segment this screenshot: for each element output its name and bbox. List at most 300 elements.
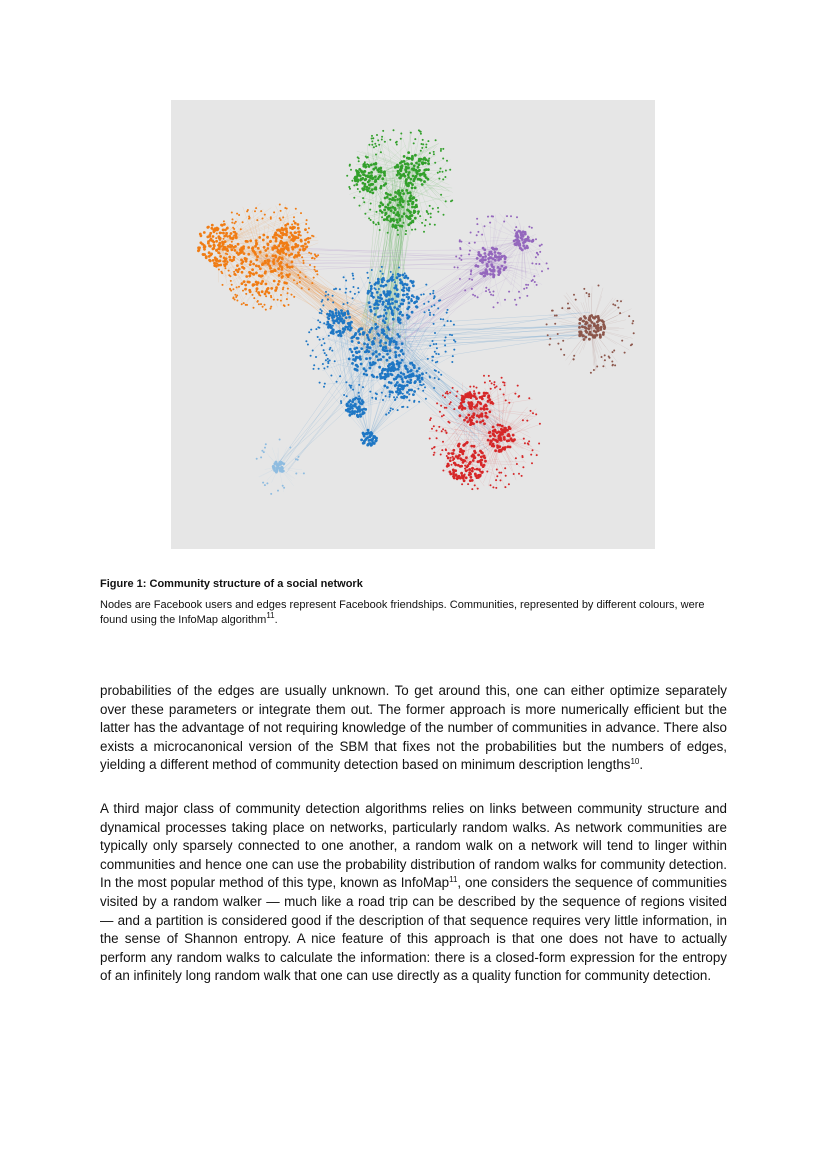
node xyxy=(389,194,392,197)
node xyxy=(291,294,293,296)
node xyxy=(493,291,495,293)
node xyxy=(620,300,622,302)
node xyxy=(389,342,392,345)
node xyxy=(466,441,469,444)
node xyxy=(212,259,215,262)
edge xyxy=(391,254,515,371)
node xyxy=(407,151,410,154)
node xyxy=(407,176,410,179)
node xyxy=(482,256,485,259)
node xyxy=(381,136,383,138)
node xyxy=(460,248,462,250)
node xyxy=(417,388,419,390)
node xyxy=(379,229,381,231)
node xyxy=(374,143,376,145)
node xyxy=(539,245,541,247)
node xyxy=(231,241,233,243)
node xyxy=(237,243,240,246)
caption-end: . xyxy=(274,614,278,626)
node xyxy=(376,291,379,294)
node xyxy=(484,225,486,227)
node xyxy=(367,156,369,158)
node xyxy=(264,214,266,216)
node xyxy=(461,397,464,400)
node xyxy=(434,332,436,334)
node xyxy=(345,292,347,294)
node xyxy=(377,316,380,319)
node xyxy=(379,174,382,177)
node xyxy=(499,271,502,274)
node xyxy=(434,377,436,379)
node xyxy=(459,241,461,243)
node xyxy=(462,450,465,453)
node xyxy=(504,486,506,488)
node xyxy=(414,206,417,209)
node xyxy=(402,200,405,203)
node xyxy=(392,211,395,214)
node xyxy=(352,275,354,277)
node xyxy=(446,160,448,162)
node xyxy=(223,263,226,266)
node xyxy=(474,295,476,297)
node xyxy=(273,262,276,265)
node xyxy=(392,313,395,316)
node xyxy=(462,459,465,462)
node xyxy=(345,280,347,282)
node xyxy=(476,387,478,389)
node xyxy=(413,164,416,167)
node xyxy=(256,289,258,291)
node xyxy=(396,276,399,279)
node xyxy=(451,464,453,466)
node xyxy=(422,143,424,145)
node xyxy=(206,236,209,239)
node xyxy=(299,271,301,273)
node xyxy=(409,199,412,202)
node xyxy=(477,460,480,463)
node xyxy=(446,391,448,393)
node xyxy=(314,266,316,268)
node xyxy=(471,288,473,290)
paragraph-text-b: , one considers the sequence of communities visited by a random walker — much like a road trip can be described by the sequence of regions visited — and a partition is considered good if the description of that sequence requires very little information, in the sense of Shannon entropy. A nice feature of this approach is that one does not have to actually perform any random walks to calculate the information: there is a closed-form expression for the entropy of an infinitely long random walk that one can use directly as a quality function for community detection. xyxy=(100,875,727,984)
node xyxy=(351,401,354,404)
node xyxy=(297,274,299,276)
node xyxy=(613,350,615,352)
node xyxy=(389,207,392,210)
node xyxy=(360,439,363,442)
node xyxy=(277,299,279,301)
node xyxy=(370,171,373,174)
node xyxy=(612,303,614,305)
node xyxy=(327,294,329,296)
node xyxy=(453,339,455,341)
node xyxy=(353,184,355,186)
node xyxy=(334,360,336,362)
node xyxy=(359,205,361,207)
node xyxy=(522,244,525,247)
node xyxy=(345,381,347,383)
node xyxy=(526,287,528,289)
node xyxy=(489,380,491,382)
node xyxy=(440,454,442,456)
node xyxy=(310,329,312,331)
node xyxy=(364,183,367,186)
node xyxy=(359,355,362,358)
node xyxy=(247,253,250,256)
node xyxy=(242,290,244,292)
node xyxy=(471,470,474,473)
node xyxy=(320,312,322,314)
node xyxy=(346,404,349,407)
node xyxy=(327,358,329,360)
node xyxy=(538,263,540,265)
node xyxy=(463,419,466,422)
node xyxy=(504,427,507,430)
node xyxy=(450,320,452,322)
node xyxy=(505,475,507,477)
node xyxy=(487,439,490,442)
node xyxy=(370,290,372,292)
node xyxy=(586,292,588,294)
node xyxy=(535,263,537,265)
node xyxy=(325,354,327,356)
node xyxy=(317,254,319,256)
node xyxy=(286,298,288,300)
node xyxy=(382,315,385,318)
node xyxy=(289,232,292,235)
node xyxy=(300,235,302,237)
node xyxy=(366,343,369,346)
node xyxy=(319,312,321,314)
node xyxy=(272,465,275,468)
node xyxy=(483,394,486,397)
node xyxy=(471,279,473,281)
node xyxy=(325,295,327,297)
node xyxy=(598,285,600,287)
node xyxy=(363,201,365,203)
node xyxy=(507,433,510,436)
node xyxy=(402,373,405,376)
node xyxy=(355,397,358,400)
node xyxy=(390,209,393,212)
node xyxy=(433,343,435,345)
node xyxy=(484,255,487,258)
node xyxy=(221,246,223,248)
node xyxy=(397,375,400,378)
node xyxy=(581,325,584,328)
node xyxy=(245,293,247,295)
node xyxy=(474,242,476,244)
node xyxy=(275,240,278,243)
node xyxy=(261,263,264,266)
node xyxy=(487,392,489,394)
node xyxy=(427,140,429,142)
node xyxy=(460,241,462,243)
node xyxy=(478,392,481,395)
paragraph-text-a: A third major class of community detection algorithms relies on links between community structure and dynamical processes taking place on networks, particularly random walks. As network communities are typically only sparsely connected to one another, a random walk on a network will tend to linger within communities and hence one can use the probability distribution of random walks for community detection. In the most popular method of this type, known as InfoMap xyxy=(100,801,727,891)
node xyxy=(498,472,500,474)
node xyxy=(530,454,532,456)
node xyxy=(402,299,405,302)
node xyxy=(265,443,267,445)
node xyxy=(243,252,246,255)
node xyxy=(474,468,476,470)
node xyxy=(438,178,440,180)
node xyxy=(265,254,268,257)
node xyxy=(310,355,312,357)
node xyxy=(382,130,384,132)
node xyxy=(489,291,491,293)
node xyxy=(236,264,239,267)
node xyxy=(197,249,200,252)
node xyxy=(333,288,335,290)
node xyxy=(358,410,361,413)
node xyxy=(392,274,394,276)
node xyxy=(414,186,417,189)
node xyxy=(199,233,202,236)
node xyxy=(365,357,368,360)
node xyxy=(579,333,582,336)
node xyxy=(425,176,428,179)
node xyxy=(405,275,408,278)
node xyxy=(388,298,391,301)
node xyxy=(274,462,277,465)
caption-citation: 11 xyxy=(266,611,275,620)
node xyxy=(368,439,371,442)
node xyxy=(414,217,417,220)
node xyxy=(385,317,388,320)
node xyxy=(264,293,267,296)
node xyxy=(207,226,210,229)
node xyxy=(468,253,470,255)
node xyxy=(451,361,453,363)
node xyxy=(382,273,384,275)
node xyxy=(200,241,203,244)
node xyxy=(514,299,516,301)
node xyxy=(358,407,361,410)
node xyxy=(317,319,319,321)
node xyxy=(339,315,342,318)
node xyxy=(468,403,471,406)
node xyxy=(350,385,352,387)
node xyxy=(280,248,283,251)
node xyxy=(616,300,618,302)
node xyxy=(597,326,600,329)
node xyxy=(413,366,416,369)
node xyxy=(220,237,222,239)
node xyxy=(380,151,382,153)
node xyxy=(247,246,250,249)
node xyxy=(383,385,386,388)
node xyxy=(405,178,408,181)
node xyxy=(299,249,302,252)
node xyxy=(391,278,393,280)
node xyxy=(451,334,453,336)
node xyxy=(229,259,232,262)
node xyxy=(423,303,425,305)
node xyxy=(397,385,400,388)
node xyxy=(435,343,437,345)
node xyxy=(433,153,435,155)
node xyxy=(261,274,264,277)
node xyxy=(281,227,284,230)
node xyxy=(349,411,352,414)
node xyxy=(262,482,264,484)
node xyxy=(203,248,206,251)
node xyxy=(308,227,310,229)
node xyxy=(442,178,444,180)
node xyxy=(241,303,243,305)
node xyxy=(467,469,469,471)
node xyxy=(489,401,492,404)
node xyxy=(518,396,520,398)
node xyxy=(280,294,282,296)
node xyxy=(226,236,228,238)
node xyxy=(362,442,365,445)
node xyxy=(396,144,398,146)
node xyxy=(420,179,423,182)
node xyxy=(470,445,473,448)
node xyxy=(358,160,360,162)
node xyxy=(492,426,495,429)
node xyxy=(394,293,397,296)
node xyxy=(340,402,342,404)
node xyxy=(394,384,397,387)
node xyxy=(442,171,444,173)
node xyxy=(442,428,444,430)
node xyxy=(411,202,414,205)
node xyxy=(396,333,399,336)
node xyxy=(222,232,225,235)
node xyxy=(401,215,404,218)
node xyxy=(202,253,205,256)
node xyxy=(231,222,233,224)
node xyxy=(305,276,307,278)
node xyxy=(244,288,247,291)
node xyxy=(521,455,523,457)
node xyxy=(377,359,380,362)
node xyxy=(593,330,596,333)
node xyxy=(519,247,522,250)
node xyxy=(474,451,477,454)
node xyxy=(256,458,258,460)
node xyxy=(276,229,279,232)
node xyxy=(440,194,442,196)
node xyxy=(266,288,269,291)
node xyxy=(359,191,361,193)
node xyxy=(244,284,247,287)
node xyxy=(380,297,383,300)
node xyxy=(275,237,278,240)
node xyxy=(459,257,461,259)
node xyxy=(342,331,345,334)
node xyxy=(297,227,300,230)
node xyxy=(252,273,255,276)
node xyxy=(394,225,397,228)
node xyxy=(226,249,229,252)
node xyxy=(379,205,382,208)
node xyxy=(444,430,446,432)
node xyxy=(299,277,301,279)
edges-layer xyxy=(217,130,632,492)
node xyxy=(472,294,474,296)
node xyxy=(470,269,472,271)
node xyxy=(238,214,240,216)
node xyxy=(366,334,369,337)
node xyxy=(266,247,269,250)
node xyxy=(585,331,588,334)
node xyxy=(252,294,254,296)
node xyxy=(470,476,473,479)
node xyxy=(485,405,488,408)
node xyxy=(380,270,382,272)
node xyxy=(420,133,422,135)
node xyxy=(579,317,582,320)
node xyxy=(440,374,442,376)
node xyxy=(583,315,586,318)
node xyxy=(484,382,486,384)
node xyxy=(278,262,281,265)
node xyxy=(469,278,471,280)
node xyxy=(395,218,398,221)
node xyxy=(397,204,400,207)
node xyxy=(254,210,256,212)
node xyxy=(420,150,422,152)
node xyxy=(526,295,528,297)
node xyxy=(272,255,275,258)
node xyxy=(383,309,386,312)
node xyxy=(395,354,398,357)
node xyxy=(309,237,311,239)
node xyxy=(288,236,291,239)
node xyxy=(588,295,590,297)
node xyxy=(427,159,430,162)
edge xyxy=(465,462,466,465)
node xyxy=(248,289,251,292)
node xyxy=(394,300,397,303)
node xyxy=(485,287,487,289)
node xyxy=(596,366,598,368)
node xyxy=(478,253,481,256)
node xyxy=(213,244,215,246)
node xyxy=(518,291,520,293)
node xyxy=(432,292,434,294)
node xyxy=(405,183,408,186)
node xyxy=(368,144,370,146)
node xyxy=(318,368,320,370)
node xyxy=(578,322,581,325)
node xyxy=(233,228,235,230)
node xyxy=(483,275,486,278)
node xyxy=(329,347,331,349)
node xyxy=(493,248,496,251)
node xyxy=(284,224,287,227)
node xyxy=(310,253,312,255)
node xyxy=(231,212,233,214)
node xyxy=(450,457,452,459)
node xyxy=(407,298,409,300)
node xyxy=(302,245,305,248)
node xyxy=(264,260,267,263)
node xyxy=(535,413,537,415)
node xyxy=(524,442,526,444)
node xyxy=(348,316,351,319)
node xyxy=(457,464,460,467)
node xyxy=(323,367,325,369)
node xyxy=(236,251,239,254)
node xyxy=(539,423,541,425)
node xyxy=(506,215,508,217)
